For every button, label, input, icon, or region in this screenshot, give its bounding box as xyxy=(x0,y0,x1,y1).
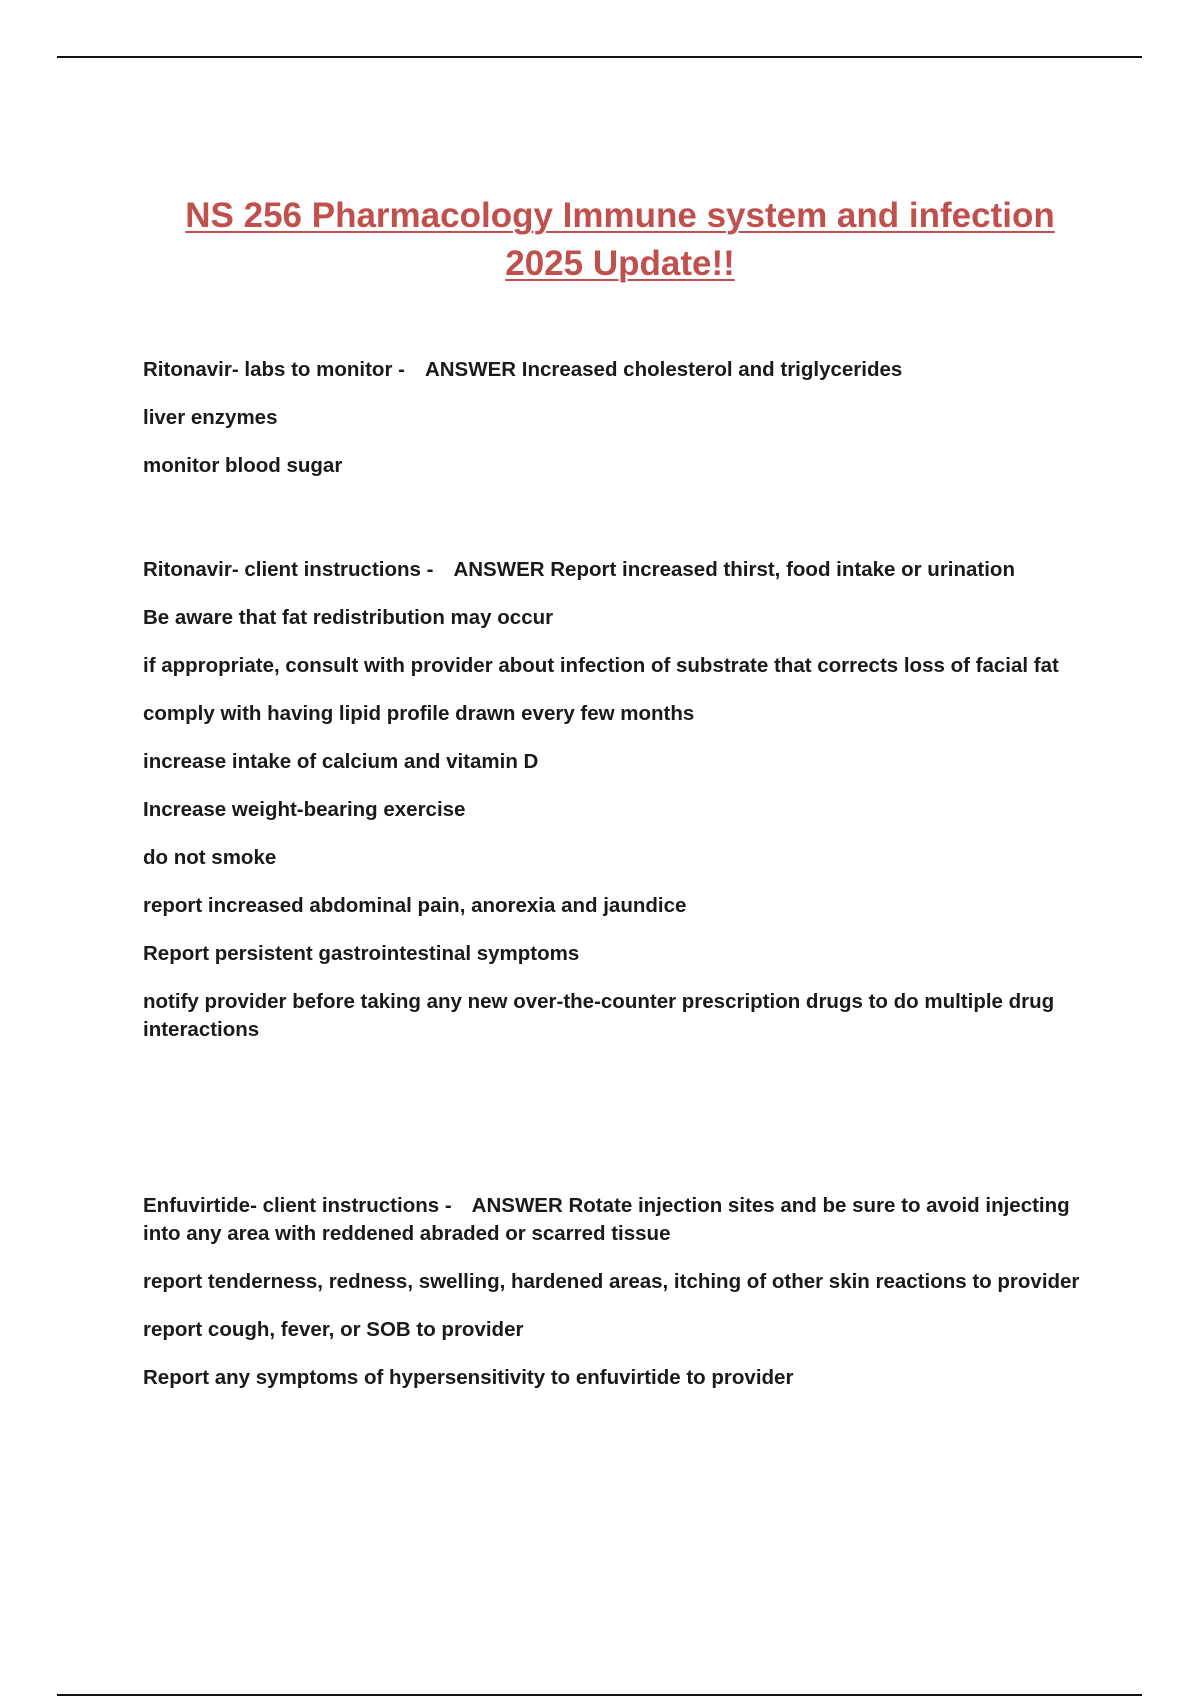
answer-text: ANSWER Report increased thirst, food intake or urination xyxy=(453,558,1015,581)
question-line xyxy=(143,556,1093,584)
answer-line: Be aware that fat redistribution may occur xyxy=(143,606,554,629)
answer-text: ANSWER Rotate injection sites and be sure to avoid injecting into any area with reddened abraded or scarred tissue xyxy=(143,1194,1070,1245)
answer-text: ANSWER Increased cholesterol and triglycerides xyxy=(424,358,903,381)
question-line xyxy=(143,1192,1093,1248)
qa-block-ritonavir-instructions xyxy=(143,556,1093,1044)
question-text: Enfuvirtide- client instructions - xyxy=(143,1194,452,1217)
answer-line: liver enzymes xyxy=(143,406,278,429)
bottom-divider xyxy=(57,1694,1142,1696)
title-line-2: 2025 Update!! xyxy=(505,244,735,283)
answer-line: monitor blood sugar xyxy=(143,454,343,477)
answer-line: report cough, fever, or SOB to provider xyxy=(143,1318,524,1341)
answer-line: report tenderness, redness, swelling, hardened areas, itching of other skin reactions to provider xyxy=(143,1270,1080,1293)
qa-block-ritonavir-labs xyxy=(143,356,1093,480)
question-text: Ritonavir- client instructions - xyxy=(143,558,434,581)
answer-line: do not smoke xyxy=(143,846,277,869)
document-title xyxy=(140,192,1100,288)
answer-line: comply with having lipid profile drawn every few months xyxy=(143,702,695,725)
answer-line: Report any symptoms of hypersensitivity to enfuvirtide to provider xyxy=(143,1366,794,1389)
answer-line: report increased abdominal pain, anorexia and jaundice xyxy=(143,894,687,917)
answer-line: increase intake of calcium and vitamin D xyxy=(143,750,539,773)
top-divider xyxy=(57,56,1142,58)
title-line-1: NS 256 Pharmacology Immune system and infection xyxy=(185,196,1055,235)
qa-block-enfuvirtide-instructions xyxy=(143,1192,1093,1392)
question-line xyxy=(143,356,1093,384)
answer-line: Report persistent gastrointestinal symptoms xyxy=(143,942,580,965)
answer-line: Increase weight-bearing exercise xyxy=(143,798,466,821)
question-text: Ritonavir- labs to monitor - xyxy=(143,358,405,381)
answer-line: if appropriate, consult with provider about infection of substrate that corrects loss of facial fat xyxy=(143,654,1059,677)
answer-line: notify provider before taking any new over-the-counter prescription drugs to do multiple drug interactions xyxy=(143,990,1055,1041)
